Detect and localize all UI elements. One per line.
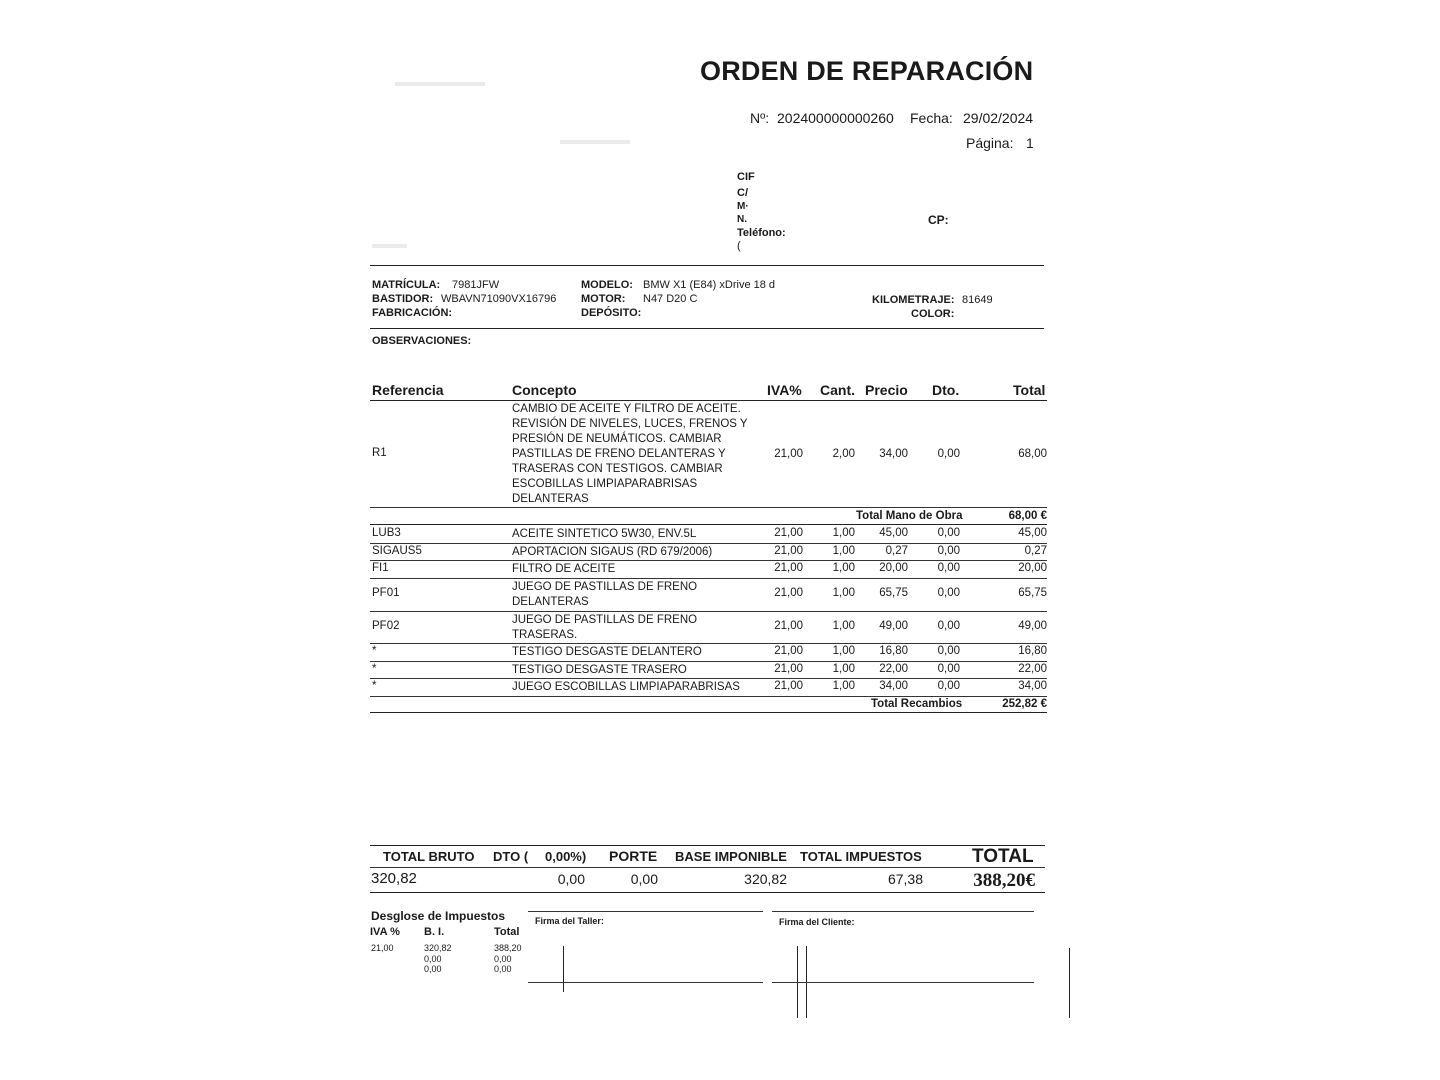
part-concepto: TESTIGO DESGASTE DELANTERO xyxy=(512,646,702,658)
tax-col-bi: B. I. xyxy=(424,926,445,938)
parts-total-value: 252,82 € xyxy=(1002,698,1047,710)
part-cant: 1,00 xyxy=(832,663,855,675)
observaciones-label: OBSERVACIONES: xyxy=(372,335,472,347)
page-label: Página: xyxy=(966,135,1014,151)
part-dto: 0,00 xyxy=(937,620,960,632)
col-concepto: Concepto xyxy=(512,382,577,398)
part-ref: LUB3 xyxy=(372,527,401,539)
sig-taller-mark xyxy=(563,946,564,992)
dto-value: 0,00 xyxy=(557,871,585,887)
part-dto: 0,00 xyxy=(937,587,960,599)
dto-pct: 0,00%) xyxy=(545,849,587,864)
bastidor-label: BASTIDOR: xyxy=(372,293,434,305)
page-edge-mark xyxy=(1069,948,1070,1018)
tax-total: 0,00 xyxy=(494,964,512,974)
part-cant: 1,00 xyxy=(832,527,855,539)
part-ref: PF02 xyxy=(372,620,400,632)
part-dto: 0,00 xyxy=(937,562,960,574)
part-dto: 0,00 xyxy=(937,545,960,557)
total-bruto-value: 320,82 xyxy=(371,870,417,887)
part-precio: 22,00 xyxy=(879,663,908,675)
motor-value: N47 D20 C xyxy=(643,293,698,305)
tax-iva: 21,00 xyxy=(371,943,394,953)
color-label: COLOR: xyxy=(911,308,955,320)
labour-total: 68,00 xyxy=(1018,448,1047,460)
firma-cliente-label: Firma del Cliente: xyxy=(779,917,855,927)
porte-label: PORTE xyxy=(609,848,658,864)
part-cant: 1,00 xyxy=(832,680,855,692)
total-label: TOTAL xyxy=(972,846,1034,867)
totals-mid-divider xyxy=(370,867,1045,868)
part-concepto: TESTIGO DESGASTE TRASERO xyxy=(512,664,687,676)
header-divider xyxy=(370,265,1044,266)
part-precio: 16,80 xyxy=(879,645,908,657)
redacted-text xyxy=(395,82,485,86)
part-concepto: JUEGO ESCOBILLAS LIMPIAPARABRISAS xyxy=(512,681,740,693)
part-dto: 0,00 xyxy=(937,645,960,657)
part-iva: 21,00 xyxy=(774,645,803,657)
totals-bottom-divider xyxy=(370,892,1045,893)
tax-bi: 0,00 xyxy=(424,954,442,964)
col-iva: IVA% xyxy=(767,382,802,398)
part-concepto: FILTRO DE ACEITE xyxy=(512,563,616,575)
part-total: 45,00 xyxy=(1018,527,1047,539)
part-concepto: JUEGO DE PASTILLAS DE FRENO TRASERAS. xyxy=(512,614,698,641)
cp-label: CP: xyxy=(928,213,949,227)
row-divider xyxy=(370,678,1047,679)
part-cant: 1,00 xyxy=(832,545,855,557)
row-divider xyxy=(370,611,1047,612)
document-title: ORDEN DE REPARACIÓN xyxy=(700,56,1034,86)
order-number-label: Nº: xyxy=(750,110,770,126)
col-precio: Precio xyxy=(865,382,908,398)
sig-cliente-topline xyxy=(772,911,1034,912)
part-dto: 0,00 xyxy=(937,663,960,675)
part-ref: * xyxy=(372,663,377,675)
province-label: N. xyxy=(737,214,747,225)
phone-label: Teléfono: xyxy=(737,227,786,239)
part-cant: 1,00 xyxy=(832,562,855,574)
part-cant: 1,00 xyxy=(832,620,855,632)
part-total: 34,00 xyxy=(1018,680,1047,692)
labour-total-value: 68,00 € xyxy=(1008,510,1047,522)
row-divider xyxy=(370,643,1047,644)
part-precio: 34,00 xyxy=(879,680,908,692)
part-iva: 21,00 xyxy=(774,663,803,675)
row-divider xyxy=(370,524,1047,525)
col-total: Total xyxy=(1013,382,1046,398)
part-concepto: APORTACION SIGAUS (RD 679/2006) xyxy=(512,546,713,558)
cif-label: CIF xyxy=(737,171,755,183)
tax-total: 388,20 xyxy=(494,943,522,953)
col-dto: Dto. xyxy=(932,382,960,398)
part-iva: 21,00 xyxy=(774,527,803,539)
city-label: M· xyxy=(737,201,749,212)
part-ref: * xyxy=(372,645,377,657)
redacted-text xyxy=(372,244,407,248)
part-dto: 0,00 xyxy=(937,527,960,539)
deposito-label: DEPÓSITO: xyxy=(581,307,642,319)
part-cant: 1,00 xyxy=(832,645,855,657)
parts-end-divider xyxy=(370,712,1047,713)
modelo-label: MODELO: xyxy=(581,279,633,291)
sig-taller-topline xyxy=(528,911,763,912)
tax-breakdown-title: Desglose de Impuestos xyxy=(371,909,506,923)
base-value: 320,82 xyxy=(744,871,787,887)
part-ref: SIGAUS5 xyxy=(372,545,422,557)
labour-ref: R1 xyxy=(372,447,387,459)
part-concepto: ACEITE SINTETICO 5W30, ENV.5L xyxy=(512,528,697,540)
matricula-label: MATRÍCULA: xyxy=(372,279,441,291)
tax-total: 0,00 xyxy=(494,954,512,964)
date-label: Fecha: xyxy=(910,110,953,126)
address-label: C/ xyxy=(737,187,748,199)
part-iva: 21,00 xyxy=(774,587,803,599)
sig-taller-baseline xyxy=(528,982,763,983)
part-iva: 21,00 xyxy=(774,620,803,632)
porte-value: 0,00 xyxy=(630,871,658,887)
row-divider xyxy=(370,578,1047,579)
matricula-value: 7981JFW xyxy=(452,279,500,291)
col-referencia: Referencia xyxy=(372,382,444,398)
part-ref: FI1 xyxy=(372,562,389,574)
part-precio: 45,00 xyxy=(879,527,908,539)
order-date: 29/02/2024 xyxy=(963,110,1034,126)
tax-col-iva: IVA % xyxy=(370,926,400,938)
order-number: 202400000000260 xyxy=(777,110,894,126)
dto-label: DTO ( xyxy=(493,849,529,864)
part-total: 49,00 xyxy=(1018,620,1047,632)
totals-top-divider xyxy=(370,845,1045,846)
part-precio: 20,00 xyxy=(879,562,908,574)
labour-total-label: Total Mano de Obra xyxy=(856,510,963,522)
part-total: 65,75 xyxy=(1018,587,1047,599)
part-precio: 49,00 xyxy=(879,620,908,632)
col-cant: Cant. xyxy=(820,382,855,398)
part-total: 22,00 xyxy=(1018,663,1047,675)
email-label: ( xyxy=(737,240,741,252)
labour-precio: 34,00 xyxy=(879,448,908,460)
modelo-value: BMW X1 (E84) xDrive 18 d xyxy=(643,279,776,291)
km-label: KILOMETRAJE: xyxy=(872,294,955,306)
part-iva: 21,00 xyxy=(774,562,803,574)
labour-cant: 2,00 xyxy=(832,448,855,460)
vehicle-divider xyxy=(370,328,1044,329)
part-cant: 1,00 xyxy=(832,587,855,599)
row-divider xyxy=(370,696,1047,697)
row-divider xyxy=(370,560,1047,561)
base-label: BASE IMPONIBLE xyxy=(675,849,787,864)
motor-label: MOTOR: xyxy=(581,293,626,305)
part-concepto: JUEGO DE PASTILLAS DE FRENO DELANTERAS xyxy=(512,581,698,608)
part-total: 0,27 xyxy=(1024,545,1047,557)
page-number: 1 xyxy=(1026,135,1034,151)
impuestos-value: 67,38 xyxy=(887,871,923,887)
total-bruto-label: TOTAL BRUTO xyxy=(383,849,475,864)
part-ref: * xyxy=(372,680,377,692)
labour-dto: 0,00 xyxy=(937,448,960,460)
redacted-text xyxy=(560,140,630,144)
parts-total-label: Total Recambios xyxy=(871,698,963,710)
tax-bi: 320,82 xyxy=(424,943,452,953)
part-iva: 21,00 xyxy=(774,680,803,692)
labour-concepto: CAMBIO DE ACEITE Y FILTRO DE ACEITE. REVISIÓN DE NIVELES, LUCES, FRENOS Y PRESIÓN DE NEUMÁTICOS. CAMBIAR PASTILLAS DE FRENO DELANTERAS Y TRASERAS CON TESTIGOS. CAMBIAR ESCOBILLAS LIMPIAPARABRISAS DELANTERAS xyxy=(512,403,748,505)
part-total: 20,00 xyxy=(1018,562,1047,574)
firma-taller-label: Firma del Taller: xyxy=(535,916,604,926)
tax-col-total: Total xyxy=(494,926,520,938)
table-header-divider xyxy=(370,400,1047,401)
sig-cliente-baseline xyxy=(772,982,1034,983)
tax-bi: 0,00 xyxy=(424,964,442,974)
impuestos-label: TOTAL IMPUESTOS xyxy=(800,849,922,864)
km-value: 81649 xyxy=(962,294,993,306)
part-precio: 0,27 xyxy=(885,545,908,557)
fabricacion-label: FABRICACIÓN: xyxy=(372,307,453,319)
row-divider xyxy=(370,661,1047,662)
part-total: 16,80 xyxy=(1018,645,1047,657)
part-ref: PF01 xyxy=(372,587,400,599)
grand-total-value: 388,20€ xyxy=(973,870,1035,891)
row-divider xyxy=(370,507,1047,508)
bastidor-value: WBAVN71090VX16796 xyxy=(441,293,557,305)
part-precio: 65,75 xyxy=(879,587,908,599)
part-dto: 0,00 xyxy=(937,680,960,692)
row-divider xyxy=(370,543,1047,544)
part-iva: 21,00 xyxy=(774,545,803,557)
labour-iva: 21,00 xyxy=(774,448,803,460)
